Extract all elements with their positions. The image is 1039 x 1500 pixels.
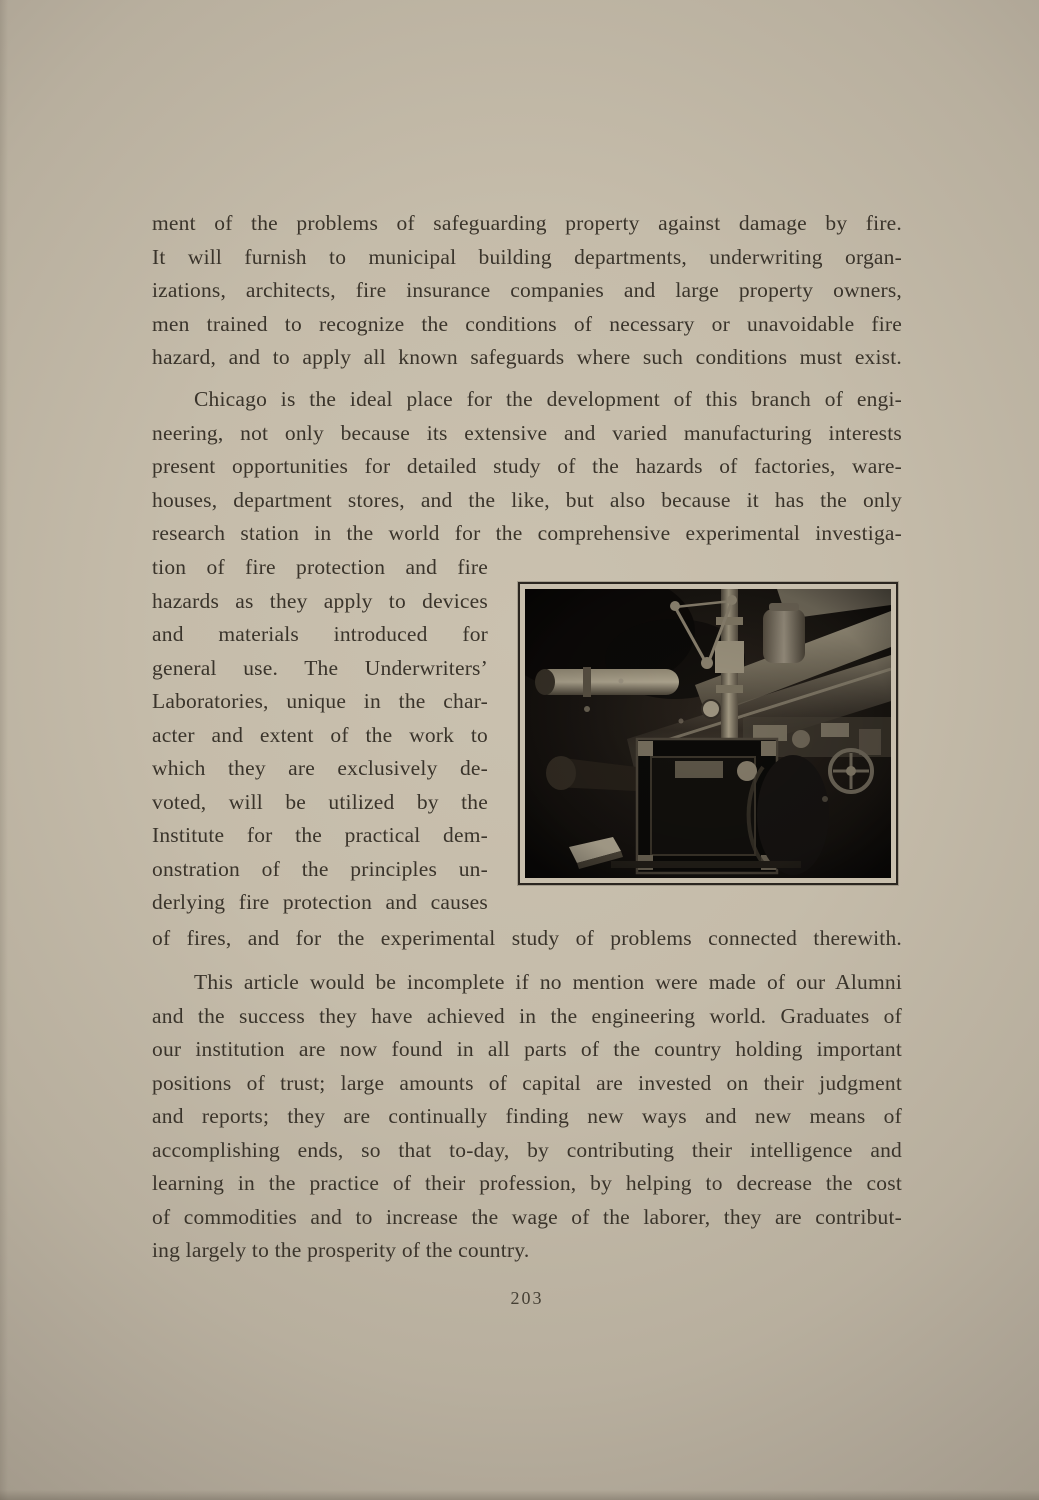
text-line: men trained to recognize the conditions of necessary or unavoidable fire	[152, 311, 902, 336]
text-line: of commodities and to increase the wage of the laborer, they are contribut-	[152, 1204, 902, 1229]
text-line: present opportunities for detailed study of the hazards of factories, ware-	[152, 454, 902, 478]
text-line: general use. The Underwriters’	[152, 655, 488, 680]
machinery-photo-image	[525, 589, 891, 878]
text-wrap-row	[152, 551, 898, 920]
text-line: learning in the practice of their profession, by helping to decrease the cost	[152, 1171, 902, 1195]
text-line: onstration of the principles un-	[152, 856, 488, 881]
text-line: houses, department stores, and the like, but also because it has the only	[152, 487, 902, 512]
text-line: our institution are now found in all parts of the country holding important	[152, 1037, 902, 1061]
page-number: 203	[510, 1288, 544, 1308]
text-line: It will furnish to municipal building departments, underwriting organ-	[152, 244, 902, 269]
paragraph-chicago	[152, 383, 902, 551]
paragraph-bridge-line	[152, 922, 902, 956]
paragraph-alumni	[152, 966, 902, 1268]
text-line: research station in the world for the comprehensive experimental investiga-	[152, 521, 902, 545]
text-line: of fires, and for the experimental study of problems connected therewith.	[152, 926, 902, 950]
text-line: Laboratories, unique in the char-	[152, 689, 488, 713]
text-line: and reports; they are continually finding new ways and new means of	[152, 1104, 902, 1128]
text-line: neering, not only because its extensive and varied manufacturing interests	[152, 420, 902, 445]
text-line: hazards as they apply to devices	[152, 588, 488, 613]
text-line: Chicago is the ideal place for the development of this branch of engi-	[194, 387, 902, 411]
text-line: which they are exclusively de-	[152, 756, 488, 780]
paragraph-column	[152, 551, 488, 920]
paragraph-continuation	[152, 207, 902, 375]
text-line: izations, architects, fire insurance companies and large property owners,	[152, 278, 902, 302]
text-line: This article would be incomplete if no mention were made of our Alumni	[194, 970, 902, 994]
machinery-photo	[518, 582, 898, 885]
text-line: positions of trust; large amounts of capital are invested on their judgment	[152, 1070, 902, 1095]
text-line: voted, will be utilized by the	[152, 789, 488, 814]
text-line: ing largely to the prosperity of the country.	[152, 1238, 530, 1262]
text-line: acter and extent of the work to	[152, 722, 488, 747]
text-line: and materials introduced for	[152, 622, 488, 646]
text-line: hazard, and to apply all known safeguards where such conditions must exist.	[152, 345, 902, 369]
text-line: Institute for the practical dem-	[152, 823, 488, 847]
text-line: ment of the problems of safeguarding property against damage by fire.	[152, 211, 902, 235]
text-line: accomplishing ends, so that to-day, by contributing their intelligence and	[152, 1137, 902, 1162]
text-line: tion of fire protection and fire	[152, 555, 488, 579]
text-line: derlying fire protection and causes	[152, 890, 488, 914]
text-line: and the success they have achieved in the engineering world. Graduates of	[152, 1003, 902, 1028]
